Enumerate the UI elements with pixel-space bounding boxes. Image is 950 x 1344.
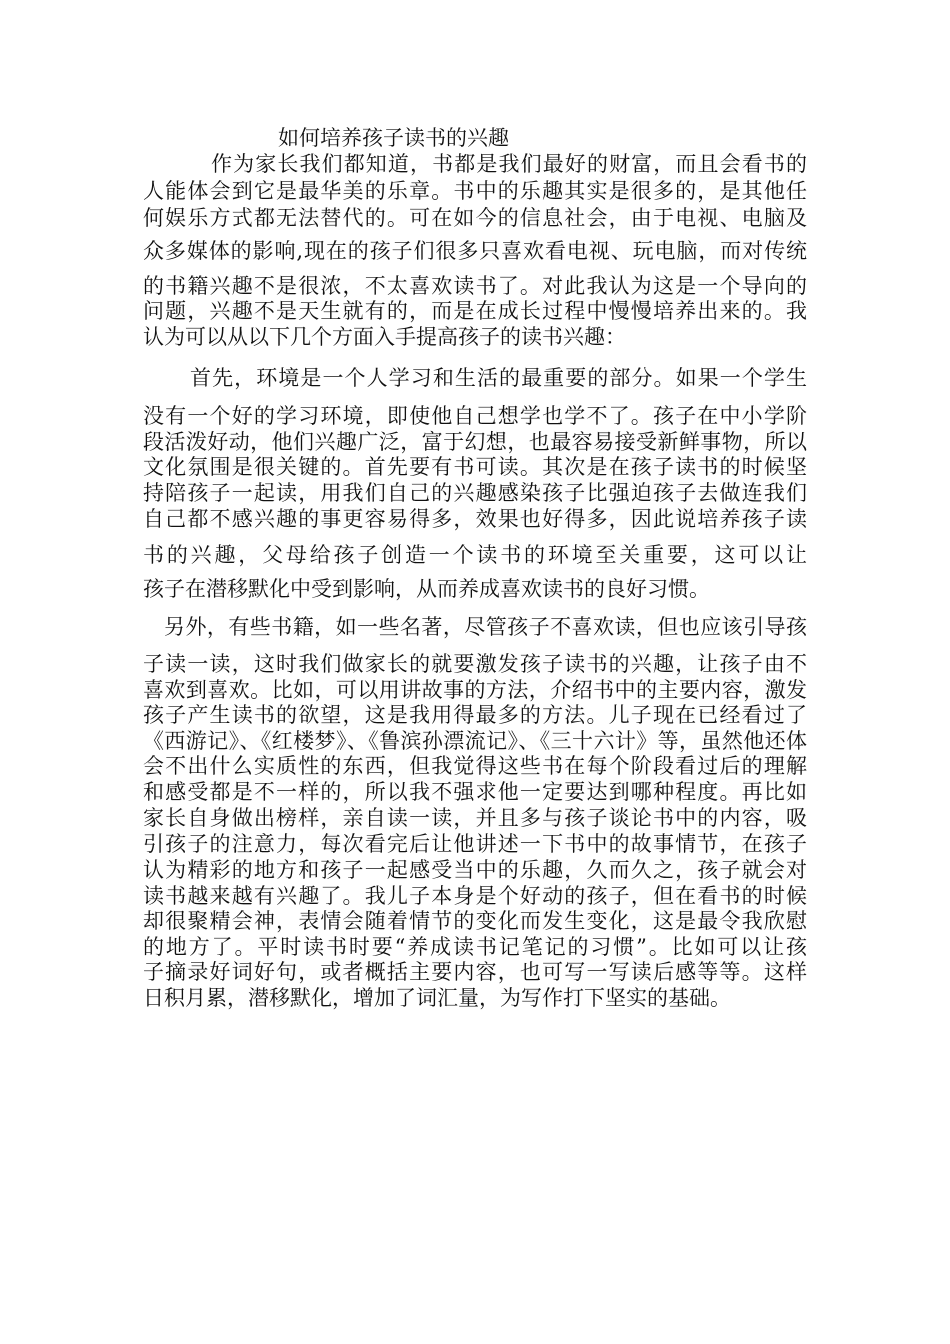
paragraph-line: 却很聚精会神，表情会随着情节的变化而发生变化，这是最令我欣慰: [143, 909, 807, 933]
paragraph-line: 孩子产生读书的欲望，这是我用得最多的方法。儿子现在已经看过了: [143, 703, 807, 727]
paragraph-line: 日积月累，潜移默化，增加了词汇量，为写作打下坚实的基础。: [143, 986, 731, 1010]
paragraph-line: 认为可以从以下几个方面入手提高孩子的读书兴趣：: [143, 325, 626, 349]
paragraph-line: 喜欢到喜欢。比如，可以用讲故事的方法，介绍书中的主要内容，激发: [143, 678, 807, 702]
paragraph-line: 子读一读，这时我们做家长的就要激发孩子读书的兴趣，让孩子由不: [143, 652, 807, 676]
paragraph-line: 作为家长我们都知道，书都是我们最好的财富，而且会看书的: [211, 152, 807, 176]
paragraph-line: 问题，兴趣不是天生就有的，而是在成长过程中慢慢培养出来的。我: [143, 299, 807, 323]
paragraph-line: 会不出什么实质性的东西，但我觉得这些书在每个阶段看过后的理解: [143, 754, 807, 778]
paragraph-line: 文化氛围是很关键的。首先要有书可读。其次是在孩子读书的时候坚: [143, 455, 807, 479]
paragraph-line: 持陪孩子一起读，用我们自己的兴趣感染孩子比强迫孩子去做连我们: [143, 481, 807, 505]
paragraph-line: 何娱乐方式都无法替代的。可在如今的信息社会，由于电视、电脑及: [143, 206, 807, 230]
paragraph-line: 自己都不感兴趣的事更容易得多，效果也好得多，因此说培养孩子读: [143, 507, 807, 531]
paragraph-line: 没有一个好的学习环境，即使他自己想学也学不了。孩子在中小学阶: [143, 404, 807, 428]
paragraph-line: 读书越来越有兴趣了。我儿子本身是个好动的孩子，但在看书的时候: [143, 884, 807, 908]
paragraph-line: 孩子在潜移默化中受到影响，从而养成喜欢读书的良好习惯。: [143, 577, 710, 601]
paragraph-line: 首先，环境是一个人学习和生活的最重要的部分。如果一个学生: [190, 366, 807, 390]
paragraph-line: 段活泼好动，他们兴趣广泛，富于幻想，也最容易接受新鲜事物，所以: [143, 430, 807, 454]
paragraph-line: 子摘录好词好句，或者概括主要内容，也可写一写读后感等等。这样: [143, 960, 807, 984]
paragraph-line: 认为精彩的地方和孩子一起感受当中的乐趣，久而久之，孩子就会对: [143, 858, 807, 882]
paragraph-line: 《西游记》、《红楼梦》、《鲁滨孙漂流记》、《三十六计》等，虽然他还体: [143, 729, 807, 753]
paragraph-line: 书的兴趣，父母给孩子创造一个读书的环境至关重要，这可以让: [143, 543, 807, 567]
paragraph-line: 人能体会到它是最华美的乐章。书中的乐趣其实是很多的，是其他任: [143, 179, 807, 203]
paragraph-line: 引孩子的注意力，每次看完后让他讲述一下书中的故事情节，在孩子: [143, 832, 807, 856]
paragraph-line: 的书籍兴趣不是很浓，不太喜欢读书了。对此我认为这是一个导向的: [143, 274, 807, 298]
paragraph-line: 和感受都是不一样的，所以我不强求他一定要达到哪种程度。再比如: [143, 780, 807, 804]
paragraph-line: 众多媒体的影响,现在的孩子们很多只喜欢看电视、玩电脑，而对传统: [143, 239, 807, 263]
document-title: 如何培养孩子读书的兴趣: [278, 126, 509, 150]
paragraph-line: 的地方了。平时读书时要“养成读书记笔记的习惯”。比如可以让孩: [143, 935, 807, 959]
paragraph-line: 另外，有些书籍，如一些名著，尽管孩子不喜欢读，但也应该引导孩: [164, 615, 807, 639]
paragraph-line: 家长自身做出榜样，亲自读一读，并且多与孩子谈论书中的内容，吸: [143, 806, 807, 830]
